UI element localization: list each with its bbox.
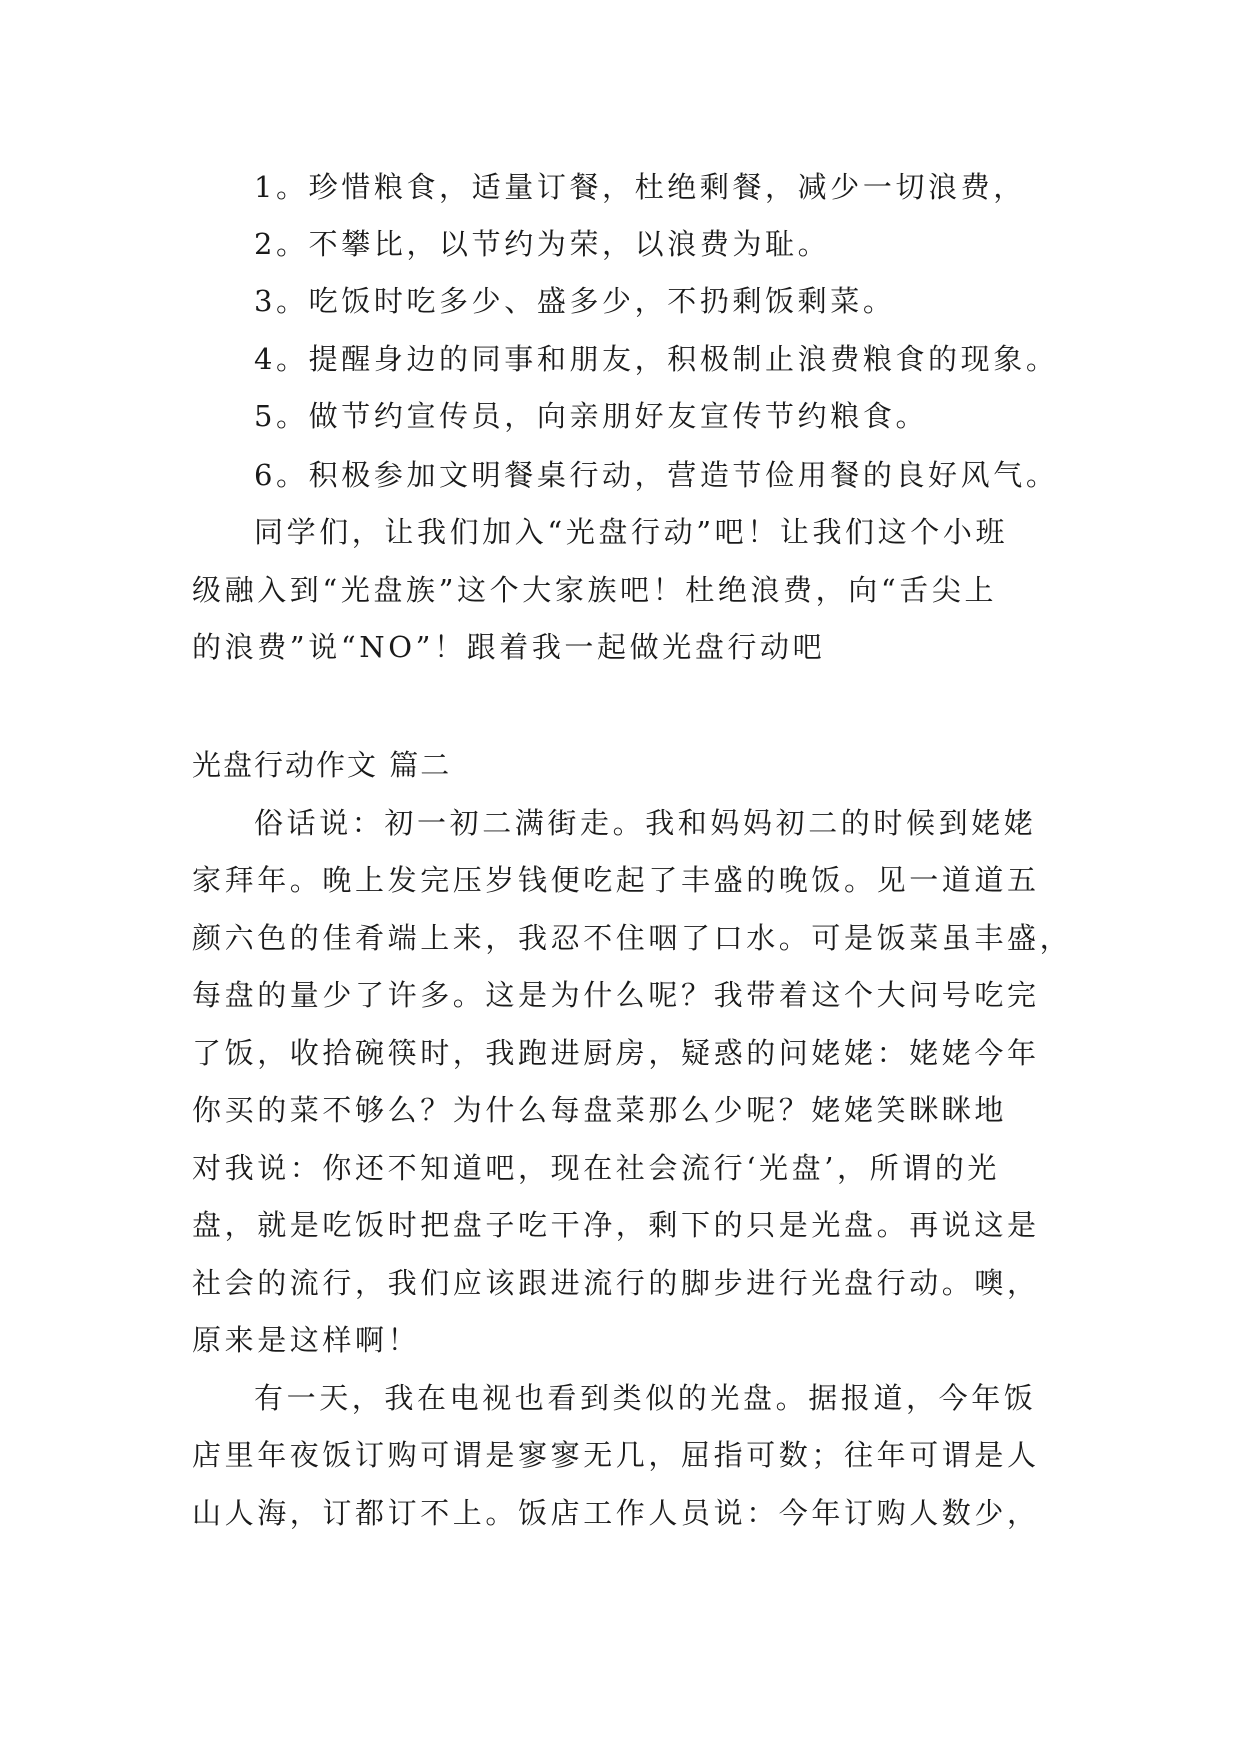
paragraph-line: 山人海，订都订不上。饭店工作人员说：今年订购人数少，	[192, 1496, 1040, 1530]
closing-paragraph-line: 的浪费”说“NO”！跟着我一起做光盘行动吧	[192, 630, 826, 664]
list-item: 3。吃饭时吃多少、盛多少，不扔剩饭剩菜。	[254, 284, 896, 318]
paragraph-line: 社会的流行，我们应该跟进流行的脚步进行光盘行动。噢，	[192, 1266, 1040, 1300]
closing-paragraph-line: 级融入到“光盘族”这个大家族吧！杜绝浪费，向“舌尖上	[192, 573, 998, 607]
list-item: 2。不攀比，以节约为荣，以浪费为耻。	[254, 227, 831, 261]
paragraph-line: 俗话说：初一初二满街走。我和妈妈初二的时候到姥姥	[254, 806, 1037, 840]
paragraph-line: 有一天，我在电视也看到类似的光盘。据报道，今年饭	[254, 1381, 1037, 1415]
closing-paragraph-line: 同学们，让我们加入“光盘行动”吧！让我们这个小班	[254, 515, 1009, 549]
paragraph-line: 原来是这样啊！	[192, 1323, 421, 1357]
paragraph-line: 店里年夜饭订购可谓是寥寥无几，屈指可数；往年可谓是人	[192, 1438, 1040, 1472]
paragraph-line: 家拜年。晚上发完压岁钱便吃起了丰盛的晚饭。见一道道五	[192, 863, 1040, 897]
section-heading: 光盘行动作文 篇二	[192, 748, 452, 782]
list-item: 5。做节约宣传员，向亲朋好友宣传节约粮食。	[254, 399, 929, 433]
list-item: 1。珍惜粮食，适量订餐，杜绝剩餐，减少一切浪费，	[254, 170, 1026, 204]
list-item: 4。提醒身边的同事和朋友，积极制止浪费粮食的现象。	[254, 342, 1059, 376]
paragraph-line: 了饭，收拾碗筷时，我跑进厨房，疑惑的问姥姥：姥姥今年	[192, 1036, 1040, 1070]
paragraph-line: 每盘的量少了许多。这是为什么呢？我带着这个大问号吃完	[192, 978, 1040, 1012]
paragraph-line: 颜六色的佳肴端上来，我忍不住咽了口水。可是饭菜虽丰盛，	[192, 921, 1073, 955]
paragraph-line: 对我说：你还不知道吧，现在社会流行‘光盘’，所谓的光	[192, 1151, 1001, 1185]
paragraph-line: 你买的菜不够么？为什么每盘菜那么少呢？姥姥笑眯眯地	[192, 1093, 1008, 1127]
list-item: 6。积极参加文明餐桌行动，营造节俭用餐的良好风气。	[254, 458, 1059, 492]
paragraph-line: 盘，就是吃饭时把盘子吃干净，剩下的只是光盘。再说这是	[192, 1208, 1040, 1242]
